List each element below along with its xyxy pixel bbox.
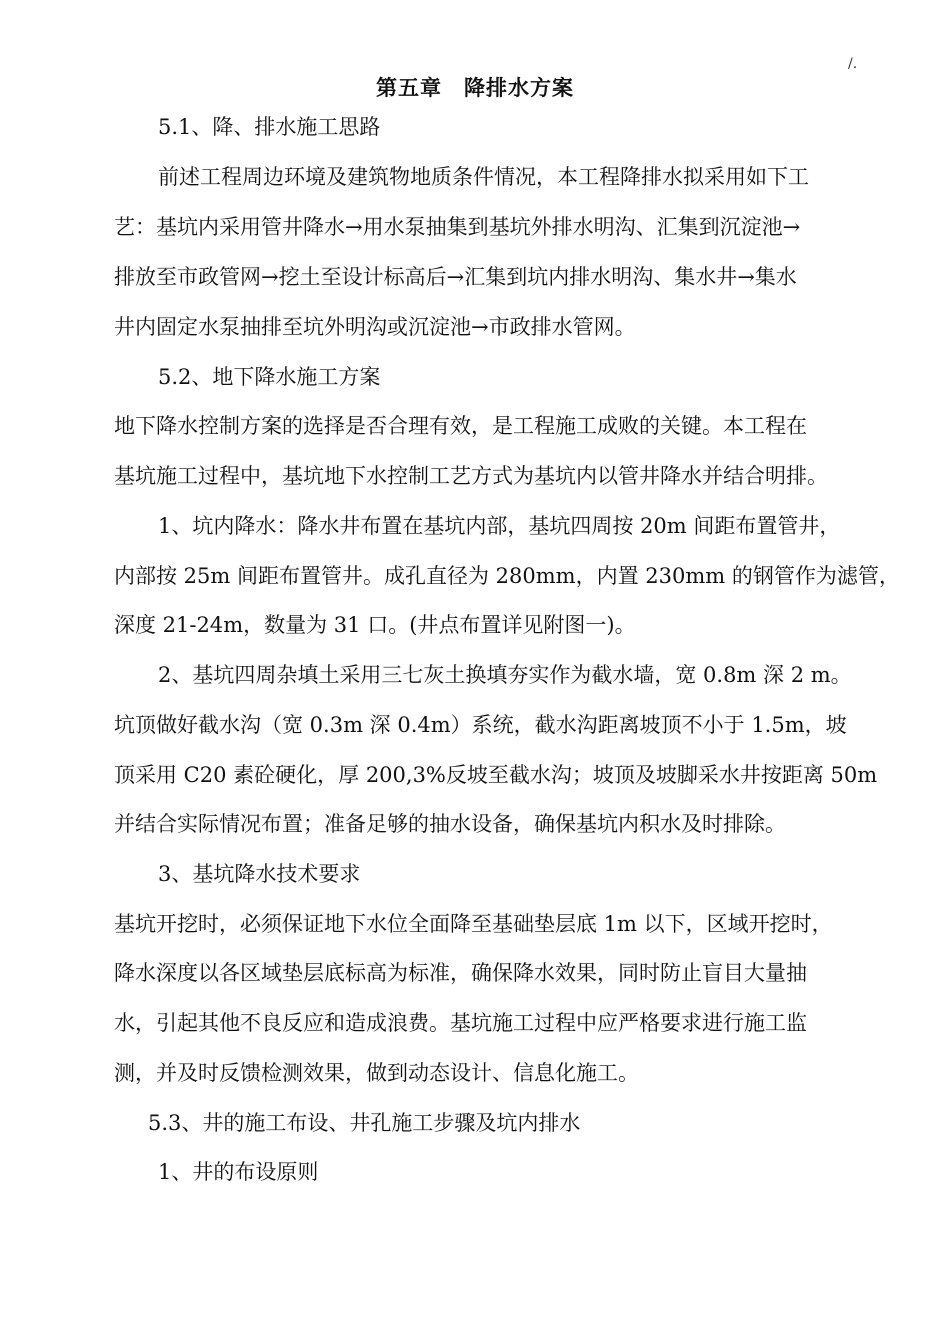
paragraph-line: 基坑开挖时，必须保证地下水位全面降至基础垫层底 1m 以下，区域开挖时， xyxy=(114,912,833,936)
subheading-1: 1、井的布设原则 xyxy=(158,1160,319,1184)
paragraph-line: 顶采用 C20 素砼硬化，厚 200,3%反坡至截水沟；坡顶及坡脚采水井按距离 50m xyxy=(114,763,878,787)
paragraph-line: 井内固定水泵抽排至坑外明沟或沉淀池→市政排水管网。 xyxy=(114,315,636,339)
paragraph-line: 前述工程周边环境及建筑物地质条件情况，本工程降排水拟采用如下工 xyxy=(158,165,809,189)
paragraph-line: 地下降水控制方案的选择是否合理有效，是工程施工成败的关键。本工程在 xyxy=(114,414,807,438)
page-mark: /. xyxy=(848,56,858,72)
paragraph-line: 水，引起其他不良反应和造成浪费。基坑施工过程中应严格要求进行施工监 xyxy=(114,1011,807,1035)
subheading-3: 3、基坑降水技术要求 xyxy=(158,862,361,886)
section-heading-5-3: 5.3、井的施工布设、井孔施工步骤及坑内排水 xyxy=(148,1111,581,1135)
paragraph-line: 并结合实际情况布置；准备足够的抽水设备，确保基坑内积水及时排除。 xyxy=(114,812,786,836)
chapter-title: 第五章 降排水方案 xyxy=(376,76,574,100)
paragraph-line: 基坑施工过程中，基坑地下水控制工艺方式为基坑内以管井降水并结合明排。 xyxy=(114,464,828,488)
paragraph-line: 测，并及时反馈检测效果，做到动态设计、信息化施工。 xyxy=(114,1061,639,1085)
paragraph-line: 降水深度以各区域垫层底标高为标准，确保降水效果，同时防止盲目大量抽 xyxy=(114,961,807,985)
section-heading-5-1: 5.1、降、排水施工思路 xyxy=(158,115,381,139)
paragraph-line: 艺：基坑内采用管井降水→用水泵抽集到基坑外排水明沟、汇集到沉淀池→ xyxy=(114,215,801,239)
paragraph-line: 2、基坑四周杂填土采用三七灰土换填夯实作为截水墙，宽 0.8m 深 2 m。 xyxy=(158,663,852,687)
paragraph-line: 坑顶做好截水沟（宽 0.3m 深 0.4m）系统，截水沟距离坡顶不小于 1.5m，坡 xyxy=(114,713,847,737)
paragraph-line: 内部按 25m 间距布置管井。成孔直径为 280mm，内置 230mm 的钢管作为滤管， xyxy=(114,564,900,588)
section-heading-5-2: 5.2、地下降水施工方案 xyxy=(158,365,381,389)
paragraph-line: 排放至市政管网→挖土至设计标高后→汇集到坑内排水明沟、集水井→集水 xyxy=(114,265,797,289)
paragraph-line: 1、坑内降水：降水井布置在基坑内部，基坑四周按 20m 间距布置管井， xyxy=(158,514,841,538)
paragraph-line: 深度 21-24m，数量为 31 口。(井点布置详见附图一)。 xyxy=(114,613,636,637)
